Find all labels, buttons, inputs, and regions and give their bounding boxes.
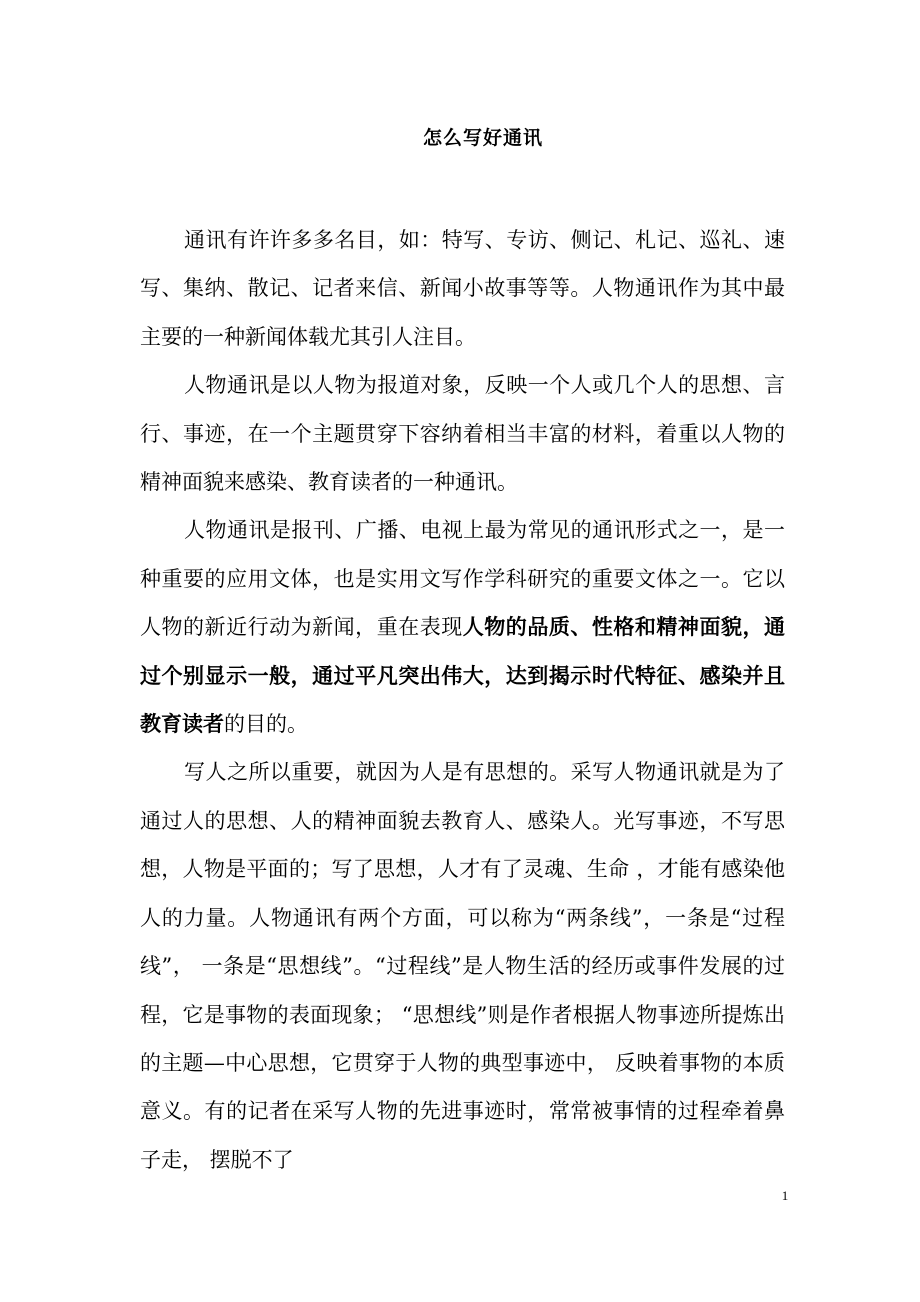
document-title: 怎么写好通讯 <box>422 127 543 149</box>
paragraph-3 <box>140 506 785 748</box>
paragraph-3-text-before: 人物通讯是报刊、广播、电视上最为常见的通讯形式之一，是一种重要的应用文体，也是实用文写作学科研究的重要文体之一。它以人物的新近行动为新闻，重在表现 <box>140 518 785 640</box>
paragraph-1: 通讯有许许多多名目，如：特写、专访、侧记、札记、巡礼、速写、集纳、散记、记者来信、新闻小故事等等。人物通讯作为其中最主要的一种新闻体载尤其引人注目。 <box>140 228 785 349</box>
document-body <box>140 216 785 1184</box>
paragraph-3-text-after: 的目的。 <box>224 712 308 737</box>
paragraph-3-bold-text: 人物的品质、性格和精神面貌，通过个别显示一般，通过平凡突出伟大，达到揭示时代特征、感染并且教育读者 <box>140 614 786 737</box>
paragraph-4: 写人之所以重要，就因为人是有思想的。采写人物通讯就是为了通过人的思想、人的精神面貌去教育人、感染人。光写事迹，不写思想，人物是平面的；写了思想，人才有了灵魂、生命 ，才能有感染他人的力量。人物通讯有两个方面，可以称为“两条线”，一条是“过程线”， 一条是“思想线”。“过程线”是人物生活的经历或事件发展的过程，它是事物的表面现象； “思想线”则是作者根据人物事迹所提炼出的主题—中心思想，它贯穿于人物的典型事迹中， 反映着事物的本质意义。有的记者在采写人物的先进事迹时，常常被事情的过程牵着鼻子走， 摆脱不了 <box>140 760 785 1172</box>
paragraph-2: 人物通讯是以人物为报道对象，反映一个人或几个人的思想、言行、事迹，在一个主题贯穿下容纳着相当丰富的材料，着重以人物的精神面貌来感染、教育读者的一种通讯。 <box>140 373 785 495</box>
page-number: 1 <box>781 1188 789 1203</box>
